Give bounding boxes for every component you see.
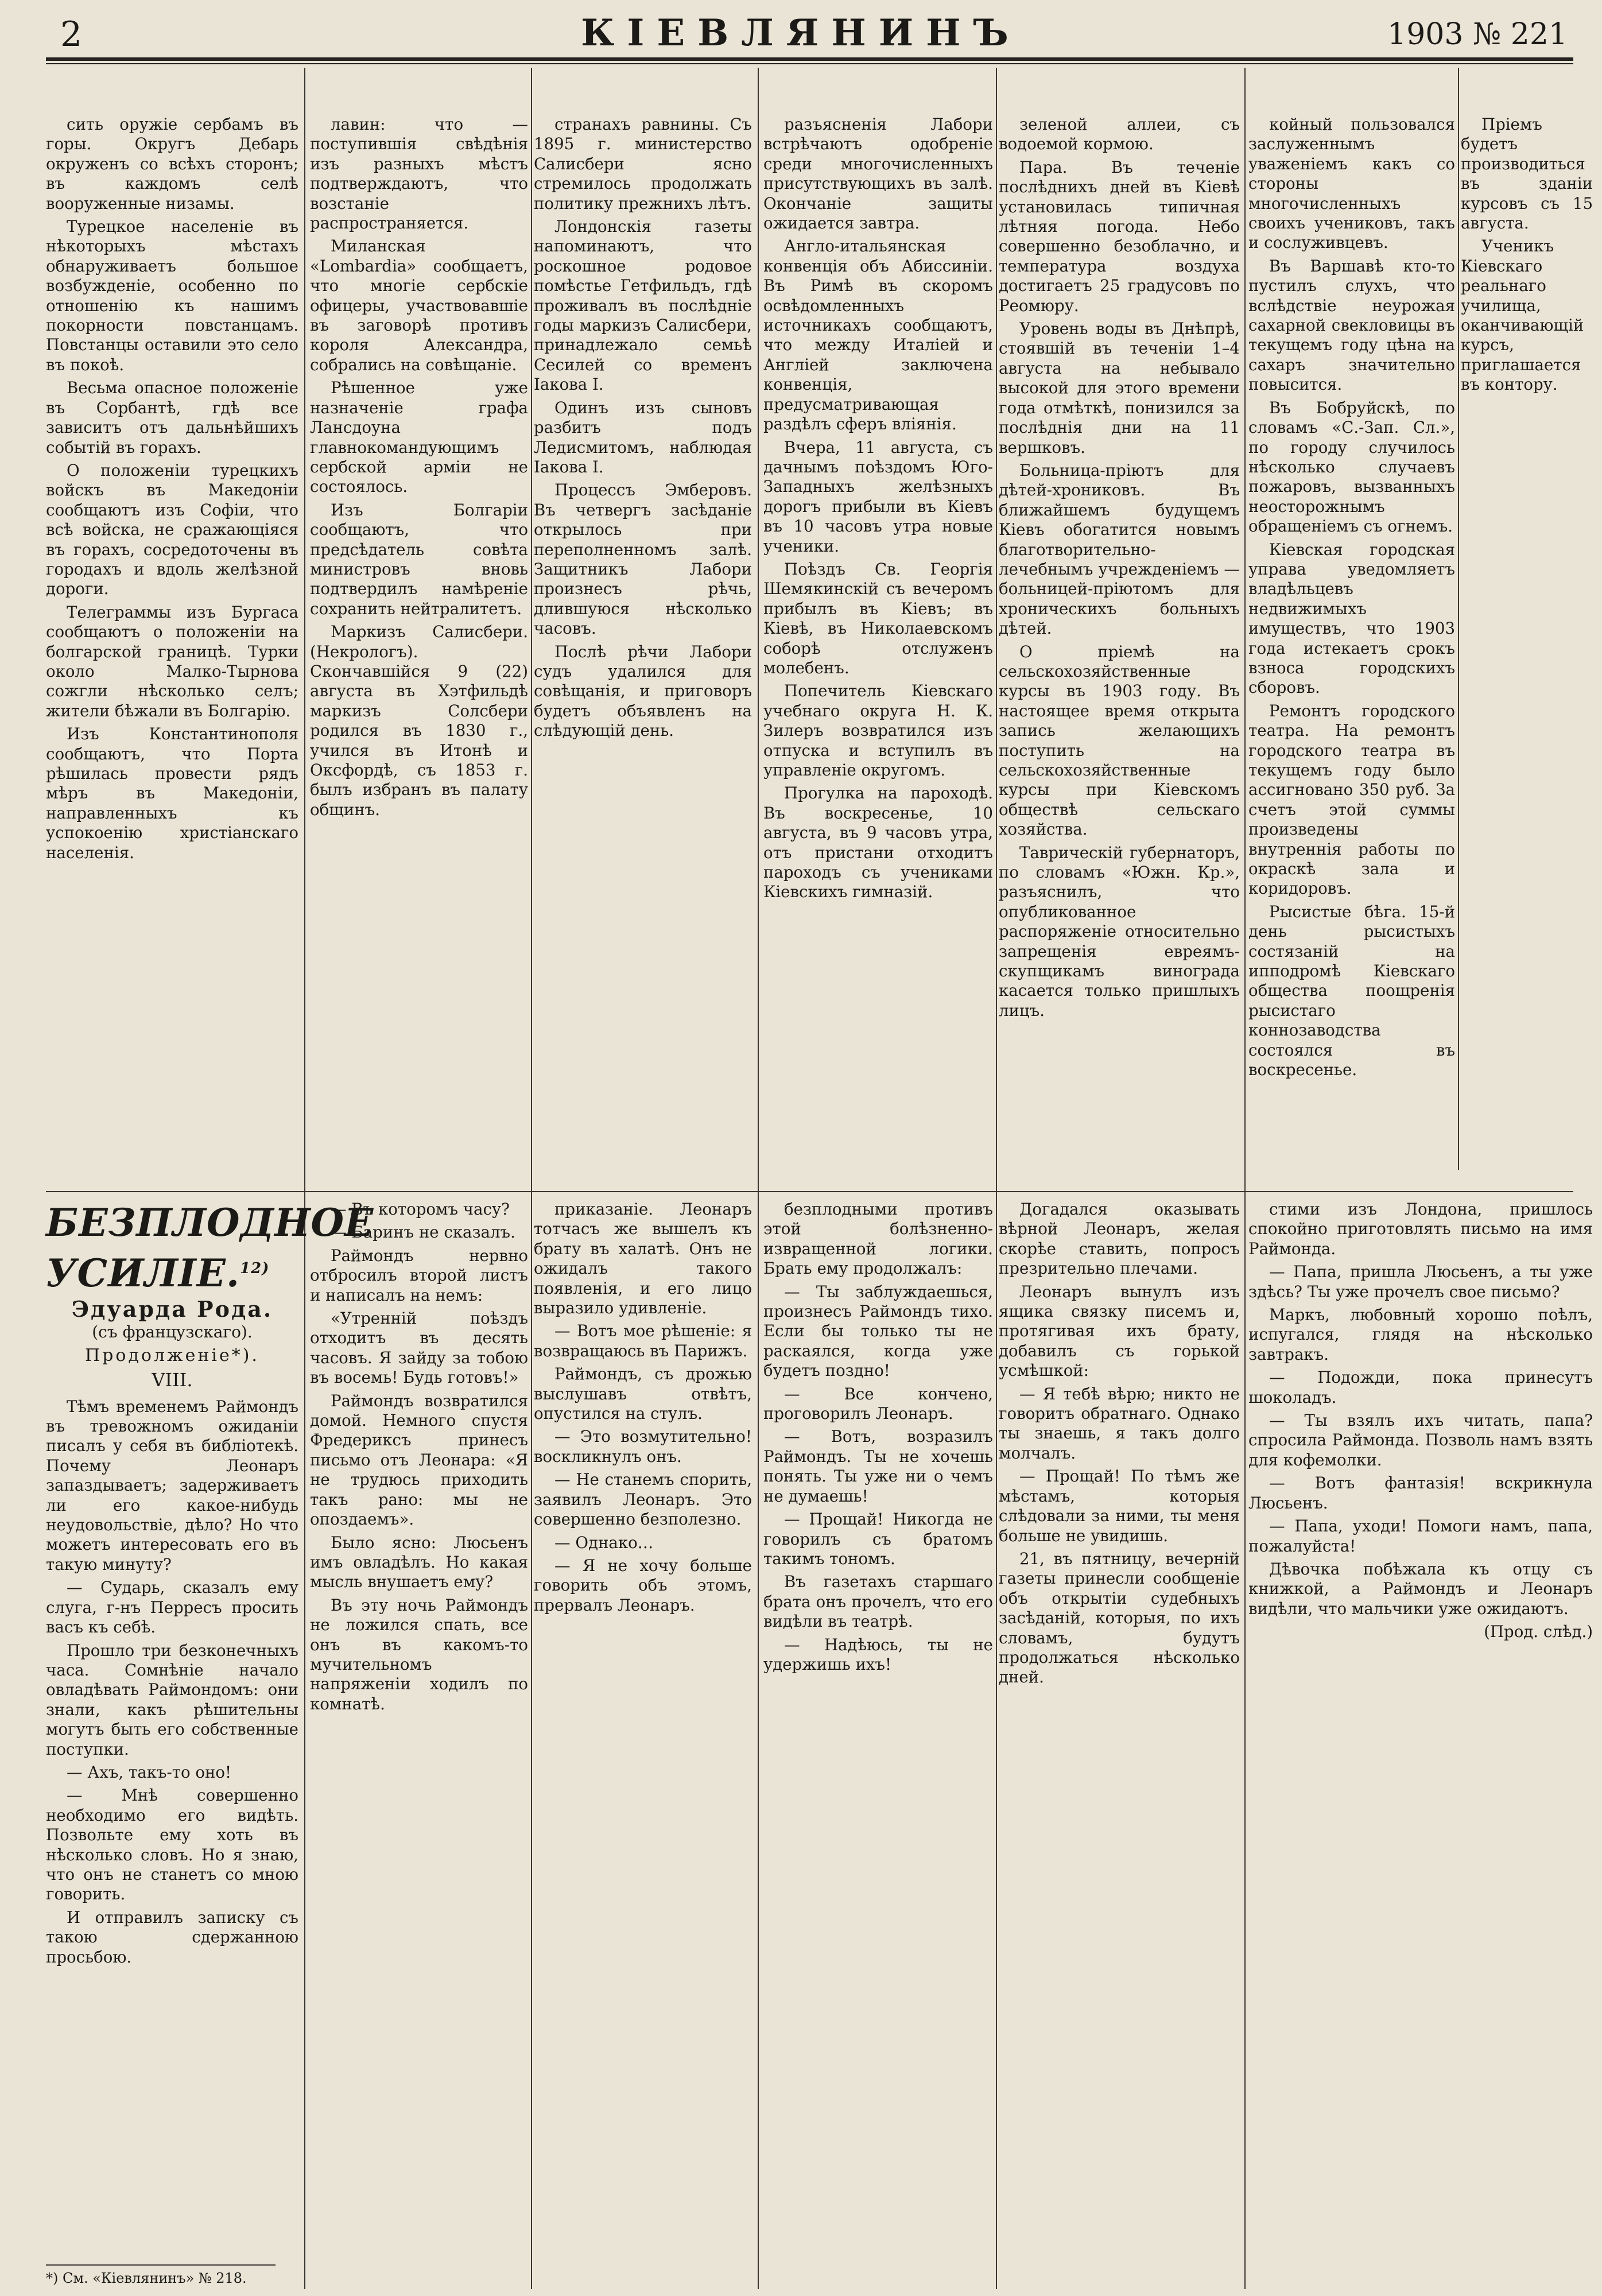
article-paragraph: Въ Варшавѣ кто-то пустилъ слухъ, что вслѣдствіе неурожая сахарной свекловицы въ текущемъ году цѣна на сахаръ значительно повысится. <box>1248 256 1455 394</box>
masthead-rule <box>46 57 1573 61</box>
feuilleton-paragraph: — Это возмутительно! воскликнулъ онъ. <box>534 1427 752 1466</box>
article-paragraph: О пріемѣ на сельскохозяйственные курсы въ 1903 году. Въ настоящее время открыта запись желающихъ поступить на сельскохозяйственные курсы при Кіевскомъ обществѣ сельскаго хозяйства. <box>999 642 1240 839</box>
feuilleton-paragraph: Раймондъ, съ дрожью выслушавъ отвѣтъ, опустился на стулъ. <box>534 1364 752 1424</box>
news-column-7 <box>1461 115 1593 1205</box>
article-paragraph: Англо-итальянская конвенція объ Абиссиніи. Въ Римѣ въ скоромъ освѣдомленныхъ источникахъ сообщаютъ, что между Италіей и Англіей заключена конвенція, предусматривающая раздѣлъ сферъ вліянія. <box>763 236 993 434</box>
article-paragraph: Телеграммы изъ Бургаса сообщаютъ о положеніи на болгарской границѣ. Турки около Малко-Тырнова сожгли нѣсколько селъ; жители бѣжали въ Болгарію. <box>46 602 298 720</box>
feuilleton-column-4 <box>763 1200 993 2290</box>
article-paragraph: Уровень воды въ Днѣпрѣ, стоявшій въ теченіи 1–4 августа на небывало высокой для этого времени года отмѣткѣ, понизился за послѣднія дни на 11 вершковъ. <box>999 319 1240 457</box>
feuilleton-paragraph: Раймондъ возвратился домой. Немного спустя Фредериксъ принесъ письмо отъ Леонара: «Я не трудюсь приходить такъ рано: мы не опоздаемъ». <box>310 1391 528 1529</box>
column-divider <box>758 68 759 2289</box>
news-column-4 <box>763 115 993 1205</box>
feuilleton-paragraph: — Прощай! По тѣмъ же мѣстамъ, которыя слѣдовали за ними, ты меня больше не увидишь. <box>999 1467 1240 1545</box>
article-paragraph: Турецкое населеніе въ нѣкоторыхъ мѣстахъ обнаруживаетъ большое возбужденіе, особенно по отношенію къ нашимъ покорности повстанцамъ. Повстанцы оставили это село въ покоѣ. <box>46 217 298 374</box>
feuilleton-paragraph: Маркъ, любовный хорошо поѣлъ, испугался, глядя на нѣсколько завтракъ. <box>1248 1305 1593 1364</box>
feuilleton-title: БЕЗПЛОДНОЕ УСИЛІЕ.$^{12)}$ <box>46 1200 374 1296</box>
feuilleton-paragraph: — Я тебѣ вѣрю; никто не говоритъ обратнаго. Однако ты знаешь, я такъ долго молчалъ. <box>999 1384 1240 1463</box>
article-paragraph: лавин: что — поступившія свѣдѣнія изъ разныхъ мѣстъ подтверждаютъ, что возстаніе распространяется. <box>310 115 528 233</box>
feuilleton-paragraph: Дѣвочка побѣжала къ отцу съ книжкой, а Раймондъ и Леонаръ видѣли, что мальчики уже ожидаютъ. <box>1248 1559 1593 1618</box>
article-paragraph: Ремонтъ городского театра. На ремонтъ городского театра въ текущемъ году было ассигновано 350 руб. За счетъ этой суммы произведены внутреннія работы по окраскѣ зала и коридоровъ. <box>1248 701 1455 898</box>
feuilleton-paragraph: — Мнѣ совершенно необходимо его видѣть. Позвольте ему хоть въ нѣсколько словъ. Но я знаю, что онъ не станетъ со мною говорить. <box>46 1786 298 1904</box>
feuilleton-paragraph: — Папа, пришла Люсьенъ, а ты уже здѣсь? Ты уже прочелъ свое письмо? <box>1248 1262 1593 1301</box>
issue-number: 1903 № 221 <box>1387 17 1568 52</box>
column-divider <box>1458 68 1459 1170</box>
feuilleton-column-2 <box>310 1200 528 2290</box>
feuilleton-column-5 <box>999 1200 1240 2290</box>
news-column-6 <box>1248 115 1455 1205</box>
article-paragraph: Вчера, 11 августа, съ дачнымъ поѣздомъ Юго-Западныхъ желѣзныхъ дорогъ прибыли въ Кіевъ въ 10 часовъ утра новые ученики. <box>763 437 993 556</box>
article-paragraph: Лондонскія газеты напоминаютъ, что роскошное родовое помѣстье Гетфильдъ, гдѣ проживалъ въ послѣдніе годы маркизъ Салисбери, принадлежало семьѣ Сесилей со временъ Іакова I. <box>534 217 752 394</box>
feuilleton-paragraph: — Ахъ, такъ-то оно! <box>67 1762 232 1782</box>
feuilleton-paragraph: приказаніе. Леонаръ тотчасъ же вышелъ къ брату въ халатѣ. Онъ не ожидалъ такого появленія, и его лицо выразило удивленіе. <box>534 1200 752 1318</box>
feuilleton-translation-note: (съ французскаго). <box>92 1322 253 1342</box>
feuilleton-paragraph: — Папа, уходи! Помоги намъ, папа, пожалуйста! <box>1248 1517 1593 1556</box>
masthead-rule-thin <box>46 63 1573 64</box>
feuilleton-paragraph: — Прощай! Никогда не говорилъ съ братомъ такимъ тономъ. <box>763 1510 993 1568</box>
article-paragraph: Миланская «Lombardia» сообщаетъ, что многіе сербскіе офицеры, участвовавшіе въ заговорѣ противъ короля Александра, собрались на совѣщаніе. <box>310 236 528 374</box>
article-paragraph: О положеніи турецкихъ войскъ въ Македоніи сообщаютъ изъ Софіи, что всѣ войска, не сражающіяся въ горахъ, сосредоточены въ городахъ и вдоль желѣзной дороги. <box>46 460 298 599</box>
article-paragraph: Рысистые бѣга. 15-й день рысистыхъ состязаній на ипподромѣ Кіевскаго общества поощренія рысистаго коннозаводства состоялся въ воскресенье. <box>1248 902 1455 1080</box>
feuilleton-paragraph: — Я не хочу больше говорить объ этомъ, прервалъ Леонаръ. <box>534 1556 752 1615</box>
feuilleton-paragraph: 21, въ пятницу, вечерній газеты принесли сообщеніе объ открытіи судебныхъ засѣданій, которыя, по ихъ словамъ, будутъ продолжаться нѣсколько дней. <box>999 1549 1240 1687</box>
feuilleton-paragraph: Раймондъ нервно отбросилъ второй листъ и написалъ на немъ: <box>310 1246 528 1305</box>
feuilleton-paragraph: — Подожди, пока принесутъ шоколадъ. <box>1248 1368 1593 1407</box>
feuilleton-paragraph: — Надѣюсь, ты не удержишь ихъ! <box>763 1635 993 1674</box>
feuilleton-continuation: Продолженіе*). <box>85 1345 259 1366</box>
column-divider <box>531 68 532 2289</box>
feuilleton-paragraph: безплодными противъ этой болѣзненно-извращенной логики. Брать ему продолжалъ: <box>763 1200 993 1278</box>
feuilleton-paragraph: — Вотъ фантазія! вскрикнула Люсьенъ. <box>1248 1473 1593 1512</box>
feuilleton-paragraph: Тѣмъ временемъ Раймондъ въ тревожномъ ожиданіи писалъ у себя въ библіотекѣ. Почему Леонаръ запаздываетъ; задерживаетъ ли его какое-нибудь неудовольствіе, дѣло? Но что можетъ интересовать его въ такую минуту? <box>46 1397 298 1574</box>
feuilleton-paragraph: — Не станемъ спорить, заявилъ Леонаръ. Это совершенно безполезно. <box>534 1470 752 1529</box>
article-paragraph: Процессъ Эмберовъ. Въ четвергъ засѣданіе открылось при переполненномъ залѣ. Защитникъ Лабори произнесъ рѣчь, длившуюся нѣсколько часовъ. <box>534 480 752 638</box>
article-paragraph: Весьма опасное положеніе въ Сорбантѣ, гдѣ все зависитъ отъ дальнѣйшихъ событій въ горахъ. <box>46 378 298 457</box>
column-divider <box>1244 68 1246 2289</box>
article-paragraph: зеленой аллеи, съ водоемой кормою. <box>999 115 1240 154</box>
feuilleton-paragraph: (Прод. слѣд.) <box>1484 1622 1593 1642</box>
article-paragraph: Одинъ изъ сыновъ разбитъ подъ Ледисмитомъ, наблюдая Іакова I. <box>534 398 752 476</box>
article-paragraph: Больница-пріютъ для дѣтей-хрониковъ. Въ ближайшемъ будущемъ Кіевъ обогатится новымъ благотворительно-лечебнымъ учрежденіемъ — больницей-пріютомъ для хроническихъ больныхъ дѣтей. <box>999 460 1240 638</box>
article-paragraph: Ученикъ Кіевскаго реальнаго училища, оканчивающій курсъ, приглашается въ контору. <box>1461 236 1584 394</box>
news-column-2 <box>310 115 528 1205</box>
feuilleton-column-3 <box>534 1200 752 2290</box>
column-divider <box>304 68 305 2289</box>
footnote: *) См. «Кіевлянинъ» № 218. <box>46 2264 276 2286</box>
feuilleton-column-1 <box>46 1200 374 2250</box>
article-paragraph: сить оружіе сербамъ въ горы. Округъ Дебарь окруженъ со всѣхъ сторонъ; въ каждомъ селѣ вооруженные низамы. <box>46 115 298 213</box>
feuilleton-paragraph: — Въ которомъ часу? <box>331 1200 510 1219</box>
feuilleton-paragraph: — Ты взялъ ихъ читать, папа? спросила Раймонда. Позволь намъ взять для кофемолки. <box>1248 1411 1593 1469</box>
article-paragraph: Рѣшенное уже назначеніе графа Лансдоуна главнокомандующимъ сербской арміи не состоялось. <box>310 378 528 497</box>
column-divider <box>996 68 997 2289</box>
article-paragraph: Пара. Въ теченіе послѣднихъ дней въ Кіевѣ установилась типичная лѣтняя погода. Небо совершенно безоблачно, и температура воздуха достигаетъ 25 градусовъ по Реомюру. <box>999 157 1240 315</box>
article-paragraph: Попечитель Кіевскаго учебнаго округа Н. К. Зилеръ возвратился изъ отпуска и вступилъ въ управленіе округомъ. <box>763 681 993 779</box>
feuilleton-paragraph: Леонаръ вынулъ изъ ящика связку писемъ и, протягивая ихъ брату, добавилъ съ горькой усмѣшкой: <box>999 1282 1240 1380</box>
feuilleton-author: Эдуарда Рода. <box>71 1296 273 1322</box>
article-paragraph: разъясненія Лабори встрѣчаютъ одобреніе среди многочисленныхъ присутствующихъ въ залѣ. Окончаніе защиты ожидается завтра. <box>763 115 993 233</box>
feuilleton-paragraph: «Утренній поѣздъ отходитъ въ десять часовъ. Я зайду за тобою въ восемь! Будь готовъ!» <box>310 1309 528 1387</box>
news-column-5 <box>999 115 1240 1205</box>
feuilleton-paragraph: Догадался оказывать вѣрной Леонаръ, желая скорѣе ставить, попросъ презрительно плечами. <box>999 1200 1240 1278</box>
feuilleton-column-6 <box>1248 1200 1593 2290</box>
feuilleton-chapter: VIII. <box>152 1369 193 1391</box>
article-paragraph: Таврическій губернаторъ, по словамъ «Южн. Кр.», разъяснилъ, что опубликованное распоряженіе относительно запрещенія евреямъ-скупщикамъ винограда касается только пришлыхъ лицъ. <box>999 843 1240 1020</box>
feuilleton-paragraph: — Сударь, сказалъ ему слуга, г-нъ Перресъ просить васъ къ себѣ. <box>46 1578 298 1637</box>
feuilleton-paragraph: стими изъ Лондона, пришлось спокойно приготовлять письмо на имя Раймонда. <box>1248 1200 1593 1258</box>
article-paragraph: странахъ равнины. Съ 1895 г. министерство Салисбери ясно стремилось продолжать политику прежнихъ лѣтъ. <box>534 115 752 213</box>
news-column-1 <box>46 115 298 1205</box>
article-paragraph: Изъ Болгаріи сообщаютъ, что предсѣдатель совѣта министровъ вновь подтвердилъ намѣреніе сохранить нейтралитетъ. <box>310 500 528 618</box>
article-paragraph: Маркизъ Салисбери. (Некрологъ). Скончавшійся 9 (22) августа въ Хэтфильдѣ маркизъ Солсбери родился въ 1830 г., учился въ Итонѣ и Оксфордѣ, съ 1853 г. былъ избранъ въ палату общинъ. <box>310 622 528 819</box>
feuilleton-paragraph: — Вотъ мое рѣшеніе: я возвращаюсь въ Парижъ. <box>534 1321 752 1360</box>
feuilleton-paragraph: И отправилъ записку съ такою сдержанною просьбою. <box>46 1907 298 1967</box>
feuilleton-paragraph: — Вотъ, возразилъ Раймондъ. Ты не хочешь понять. Ты уже ни о чемъ не думаешь! <box>763 1427 993 1506</box>
feuilleton-footnote-ref: 12) <box>239 1260 270 1277</box>
feuilleton-paragraph: Прошло три безконечныхъ часа. Сомнѣніе начало овладѣвать Раймондомъ: они знали, какъ рѣшительны могутъ быть его собственные поступки. <box>46 1640 298 1759</box>
feuilleton-paragraph: — Ты заблуждаешься, произнесъ Раймондъ тихо. Если бы только ты не раскаялся, когда уже будетъ поздно! <box>763 1282 993 1380</box>
article-paragraph: Пріемъ будетъ производиться въ зданіи курсовъ съ 15 августа. <box>1461 115 1593 233</box>
article-paragraph: Изъ Константинополя сообщаютъ, что Порта рѣшилась провести рядъ мѣръ въ Македоніи, направленныхъ къ успокоенію христіанскаго населенія. <box>46 724 298 862</box>
feuilleton-paragraph: Въ газетахъ старшаго брата онъ прочелъ, что его видѣли въ театрѣ. <box>763 1572 993 1631</box>
article-paragraph: Послѣ рѣчи Лабори судъ удалился для совѣщанія, и приговоръ будетъ объявленъ на слѣдующій день. <box>534 642 752 740</box>
feuilleton-paragraph: — Баринъ не сказалъ. <box>331 1223 515 1242</box>
feuilleton-paragraph: — Однако… <box>554 1533 654 1552</box>
page-number: 2 <box>60 14 83 55</box>
article-paragraph: Въ Бобруйскѣ, по словамъ «С.-Зап. Сл.», по городу случилось нѣсколько случаевъ пожаровъ, вызванныхъ неосторожнымъ обращеніемъ съ огнемъ. <box>1248 398 1455 536</box>
article-paragraph: койный пользовался заслуженнымъ уваженіемъ какъ со стороны многочисленныхъ своихъ учениковъ, такъ и сослуживцевъ. <box>1248 115 1455 253</box>
feuilleton-paragraph: — Все кончено, проговорилъ Леонаръ. <box>763 1384 993 1424</box>
news-column-3 <box>534 115 752 1205</box>
article-paragraph: Поѣздъ Св. Георгія Шемякинскій съ вечеромъ прибылъ въ Кіевъ; въ Кіевѣ, въ Николаевскомъ соборѣ отслуженъ молебенъ. <box>763 559 993 677</box>
article-paragraph: Прогулка на пароходѣ. Въ воскресенье, 10 августа, въ 9 часовъ утра, отъ пристани отходитъ пароходъ съ учениками Кіевскихъ гимназій. <box>763 784 993 902</box>
feuilleton-paragraph: Въ эту ночь Раймондъ не ложился спать, все онъ въ какомъ-то мучительномъ напряженіи ходилъ по комнатѣ. <box>310 1595 528 1713</box>
feuilleton-paragraph: Было ясно: Люсьенъ имъ овладѣлъ. Но какая мысль внушаетъ ему? <box>310 1533 528 1592</box>
newspaper-title: КІЕВЛЯНИНЪ <box>581 11 1021 55</box>
article-paragraph: Кіевская городская управа уведомляетъ владѣльцевъ недвижимыхъ имуществъ, что 1903 года истекаетъ срокъ взноса городскихъ сборовъ. <box>1248 540 1455 697</box>
